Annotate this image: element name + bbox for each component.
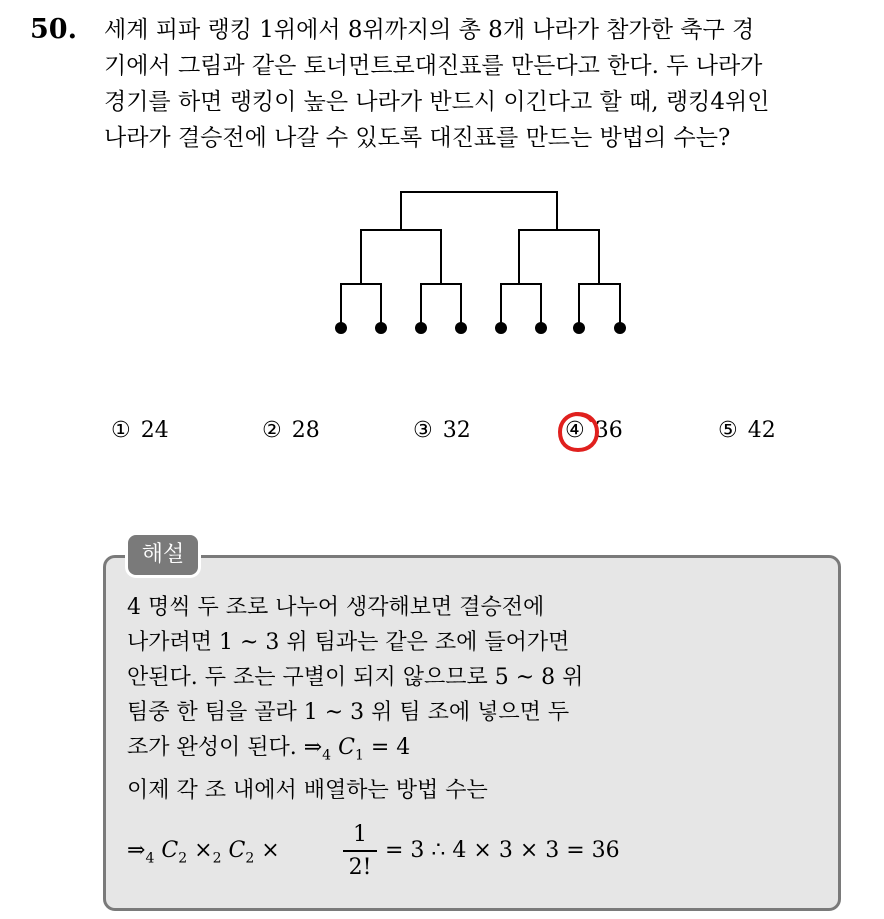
solution-line-4: 팀중 한 팀을 골라 1 ~ 3 위 팀 조에 넣으면 두 [127,700,570,725]
question-line-2: 기에서 그림과 같은 토너먼트로대진표를 만든다고 한다. 두 나라가 [104,53,763,79]
choice-5[interactable] [718,418,776,443]
formula-var-2: C [228,838,246,863]
formula-result: = 3 ∴ 4 × 3 × 3 = 36 [385,838,620,863]
choice-3[interactable] [413,418,471,443]
choice-1-value: 24 [140,418,169,443]
bracket-team-node [455,322,467,334]
formula-fraction [343,820,377,882]
bracket-team-node [335,322,347,334]
answer-circle-mark [554,408,602,456]
bracket-team-node [614,322,626,334]
formula-sub-1: 4 [145,850,155,867]
choice-2-mark: ② [262,418,282,443]
solution-line-5-var: C [338,735,355,760]
question-line-3: 경기를 하면 랭킹이 높은 나라가 반드시 이긴다고 할 때, 랭킹4위인 [104,89,770,115]
question-number: 50. [30,14,77,45]
formula-times-2: × [261,838,280,863]
choice-3-value: 32 [442,418,471,443]
formula-arrow: ⇒ [127,838,146,863]
solution-tab-label: 해설 [128,535,198,575]
choice-4-mark: ④ [565,418,585,443]
formula-sub-2: 2 [212,850,222,867]
choice-2-value: 28 [291,418,320,443]
bracket-quarter-2 [421,284,461,328]
formula-var-1: C [161,838,179,863]
bracket-semi-right [519,230,599,284]
bracket-team-node [495,322,507,334]
bracket-team-node [415,322,427,334]
question-text [104,12,864,156]
answer-choices [0,418,884,458]
bracket-team-node [375,322,387,334]
solution-line-5-sub: 4 [322,747,332,764]
tournament-bracket [320,180,640,340]
formula-times-1: × [194,838,213,863]
solution-line-1: 4 명씩 두 조로 나누어 생각해보면 결승전에 [127,595,545,620]
solution-line-5-tail: = 4 [370,735,411,760]
bracket-quarter-4 [579,284,620,328]
formula-varsub-2: 2 [245,850,255,867]
solution-line-3: 안된다. 두 조는 구별이 되지 않으므로 5 ~ 8 위 [127,665,584,690]
choice-3-mark: ③ [413,418,433,443]
choice-1[interactable] [111,418,169,443]
choice-5-mark: ⑤ [718,418,738,443]
solution-text [127,590,827,808]
choice-2[interactable] [262,418,320,443]
solution-line-5-text: 조가 완성이 된다. ⇒ [127,735,323,760]
bracket-team-node [535,322,547,334]
choice-1-mark: ① [111,418,131,443]
bracket-final-line [401,192,557,230]
bracket-semi-left [361,230,441,284]
solution-line-5 [127,730,827,773]
question-line-1: 세계 피파 랭킹 1위에서 8위까지의 총 8개 나라가 참가한 축구 경 [104,17,755,43]
bracket-quarter-1 [341,284,381,328]
formula-left [127,838,280,866]
choice-5-value: 42 [747,418,776,443]
formula-frac-numerator: 1 [353,822,367,847]
solution-line-5-varsub: 1 [354,747,364,764]
solution-line-6: 이제 각 조 내에서 배열하는 방법 수는 [127,778,488,804]
bracket-quarter-3 [501,284,541,328]
choice-4-value: 36 [594,418,623,443]
question-line-4: 나라가 결승전에 나갈 수 있도록 대진표를 만드는 방법의 수는? [104,125,731,151]
solution-line-2: 나가려면 1 ~ 3 위 팀과는 같은 조에 들어가면 [127,630,570,655]
formula-varsub-1: 2 [178,850,188,867]
bracket-team-node [573,322,585,334]
formula-frac-denominator: 2! [348,855,372,880]
